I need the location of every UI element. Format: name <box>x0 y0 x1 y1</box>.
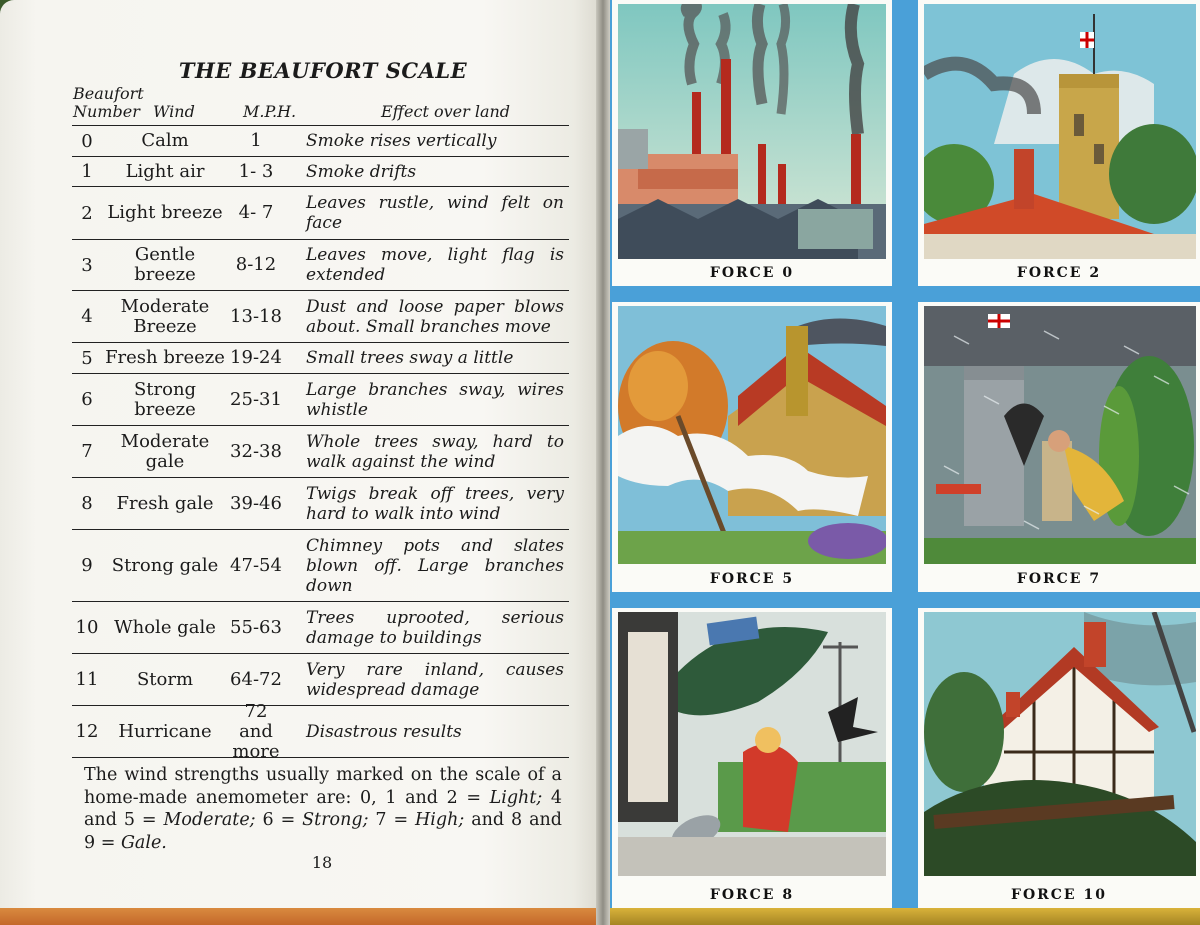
beaufort-number: 4 <box>81 306 93 327</box>
panel-force-5 <box>612 302 892 592</box>
mph-range: 39-46 <box>230 492 282 514</box>
wind-name: Fresh gale <box>116 492 214 514</box>
note-light: Light; <box>489 787 543 808</box>
church-and-cottage-illustration <box>924 4 1196 259</box>
beaufort-number: 6 <box>81 389 93 410</box>
mph-range: 4- 7 <box>238 202 274 223</box>
washing-line-in-wind-illustration <box>618 306 886 564</box>
note-text: 7 = <box>368 810 416 830</box>
man-with-umbrella-in-rain-illustration <box>924 306 1196 564</box>
panel-force-2 <box>918 0 1200 286</box>
note-text: and 8 and 9 = <box>84 810 562 853</box>
wind-name: Light air <box>125 160 205 182</box>
effect-description: Large branches sway, wires whistle <box>306 379 564 420</box>
anemometer-note <box>84 764 562 854</box>
header-wind: Wind <box>153 102 195 121</box>
table-row <box>72 126 569 157</box>
header-mph: M.P.H. <box>243 102 297 121</box>
effect-description: Dust and loose paper blows about. Small branches move <box>306 296 564 337</box>
wind-name: Light breeze <box>107 202 223 223</box>
panel-caption: FORCE 5 <box>709 571 795 587</box>
table-row <box>72 478 569 530</box>
panel-force-8 <box>612 608 892 908</box>
beaufort-number: 3 <box>81 254 93 276</box>
mph-range: 55-63 <box>230 616 282 638</box>
panel-force-0 <box>612 0 892 286</box>
wind-name: Strong gale <box>111 554 219 576</box>
table-row <box>72 426 569 478</box>
effect-description: Whole trees sway, hard to walk against the wind <box>306 431 564 472</box>
mph-range: 32-38 <box>230 440 282 462</box>
mph-range: 1 <box>250 130 262 151</box>
page-number: 18 <box>311 853 333 872</box>
table-row <box>72 374 569 426</box>
factory-chimneys-illustration <box>618 4 886 259</box>
note-text: 6 = <box>255 810 303 830</box>
note-text: 4 and 5 = <box>84 787 562 830</box>
effect-description: Smoke drifts <box>306 161 417 182</box>
note-gale: Gale. <box>120 832 167 853</box>
left-page-edge <box>0 908 604 925</box>
mph-range: 64-72 <box>230 668 282 690</box>
mph-range: 8-12 <box>235 254 277 275</box>
wind-name: Fresh breeze <box>105 347 225 368</box>
table-row <box>72 654 569 706</box>
beaufort-number: 2 <box>81 202 93 224</box>
fallen-tree-on-house-illustration <box>924 612 1196 876</box>
effect-description: Smoke rises vertically <box>306 131 497 151</box>
note-high: High; <box>415 810 465 830</box>
girl-umbrella-blown-inside-out-illustration <box>618 612 886 876</box>
panel-caption: FORCE 10 <box>1011 887 1107 903</box>
table-row <box>72 240 569 291</box>
table-row <box>72 530 569 602</box>
beaufort-number: 5 <box>81 347 93 369</box>
panel-caption: FORCE 8 <box>709 887 795 903</box>
effect-description: Chimney pots and slates blown off. Large branches down <box>306 535 564 596</box>
panel-caption: FORCE 0 <box>709 265 795 281</box>
table-row <box>72 602 569 654</box>
mph-range: 72 and more <box>232 700 280 762</box>
mph-range: 19-24 <box>230 347 282 368</box>
panel-caption: FORCE 7 <box>1016 571 1102 587</box>
page-title: THE BEAUFORT SCALE <box>178 58 468 83</box>
panel-force-10 <box>918 608 1200 908</box>
effect-description: Trees uprooted, serious damage to buildings <box>306 607 564 648</box>
effect-description: Leaves rustle, wind felt on face <box>306 193 564 233</box>
mph-range: 13-18 <box>230 305 282 327</box>
table-row <box>72 291 569 343</box>
beaufort-table <box>72 125 569 762</box>
effect-description: Disastrous results <box>306 721 462 742</box>
wind-name: Calm <box>141 130 189 151</box>
beaufort-number: 9 <box>81 555 93 576</box>
wind-name: Moderate gale <box>120 430 210 472</box>
beaufort-number: 7 <box>81 441 93 462</box>
effect-description: Twigs break off trees, very hard to walk into wind <box>306 483 564 524</box>
beaufort-number: 1 <box>81 161 93 182</box>
wind-name: Moderate Breeze <box>120 295 210 337</box>
effect-description: Very rare inland, causes widespread damage <box>306 659 564 700</box>
table-row <box>72 343 569 374</box>
wind-name: Whole gale <box>114 616 216 638</box>
beaufort-number: 0 <box>81 130 93 152</box>
right-page-edge <box>608 908 1200 925</box>
effect-description: Leaves move, light flag is extended <box>306 245 564 285</box>
mph-range: 25-31 <box>230 388 282 410</box>
beaufort-number: 10 <box>75 617 99 638</box>
wind-name: Hurricane <box>118 720 212 742</box>
table-row <box>72 700 569 762</box>
note-text: The wind strengths usually marked on the scale of a home-made anemometer are: 0, 1 and 2 = <box>84 765 562 808</box>
mph-range: 47-54 <box>230 554 282 576</box>
wind-name: Gentle breeze <box>134 244 196 285</box>
table-row <box>72 157 569 187</box>
mph-range: 1- 3 <box>238 160 274 182</box>
header-beaufort-number: Beaufort Number <box>73 84 144 121</box>
beaufort-number: 12 <box>75 721 99 742</box>
beaufort-number: 11 <box>75 669 99 690</box>
effect-description: Small trees sway a little <box>306 348 514 368</box>
wind-name: Storm <box>136 668 194 690</box>
table-row <box>72 187 569 240</box>
book-gutter <box>596 0 610 925</box>
panel-caption: FORCE 2 <box>1016 265 1102 281</box>
wind-name: Strong breeze <box>133 378 197 420</box>
header-effect-over-land: Effect over land <box>381 102 511 121</box>
note-strong: Strong; <box>302 810 369 830</box>
panel-force-7 <box>918 302 1200 592</box>
note-moderate: Moderate; <box>163 810 256 830</box>
beaufort-number: 8 <box>81 493 93 514</box>
